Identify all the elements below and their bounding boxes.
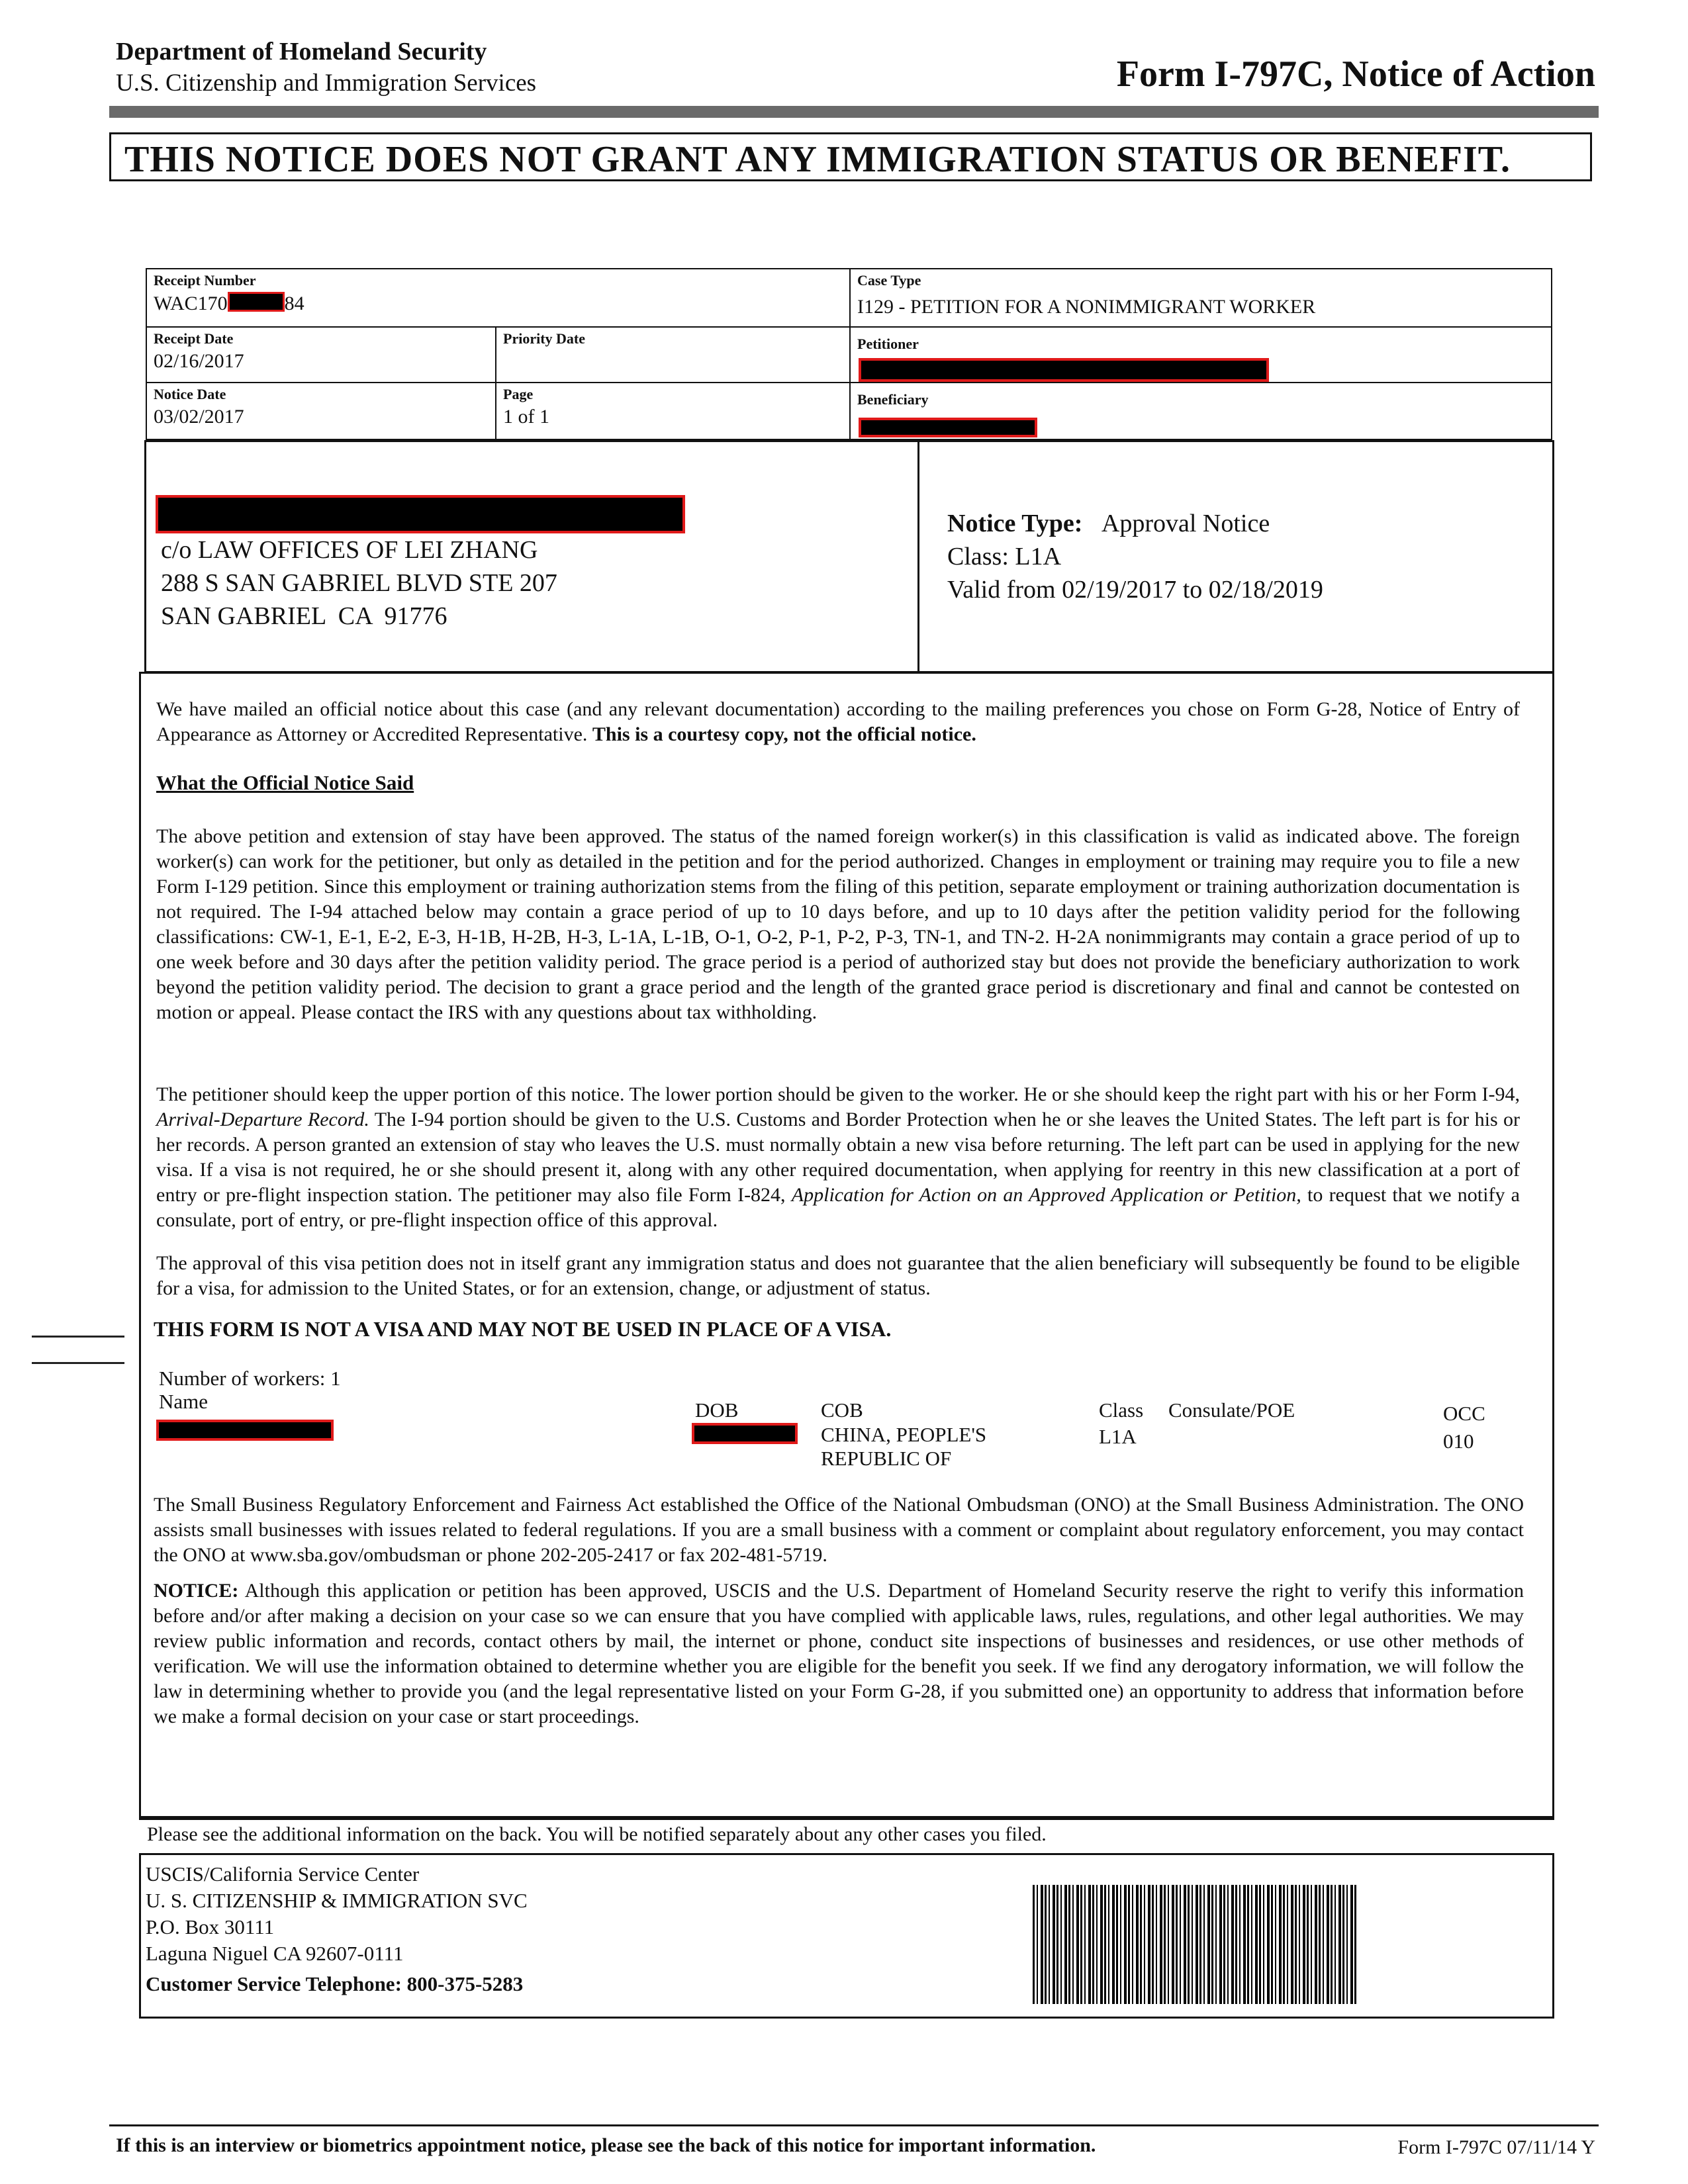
- mailing-address: [161, 533, 557, 633]
- additional-info-line: Please see the additional information on the back. You will be notified separately about any other cases you filed.: [147, 1823, 1047, 1845]
- receipt-date-value: 02/16/2017: [154, 350, 244, 372]
- case-type-cell: [849, 268, 1552, 328]
- address-notice-divider: [917, 442, 919, 671]
- agency-name: U.S. Citizenship and Immigration Services: [116, 69, 537, 97]
- petitioner-label: Petitioner: [857, 336, 919, 352]
- section-heading: What the Official Notice Said: [156, 771, 414, 794]
- cob-label: COB: [821, 1398, 863, 1422]
- notice-date-cell: [146, 382, 496, 440]
- appointment-note: If this is an interview or biometrics appointment notice, please see the back of this notice for important information.: [116, 2134, 1096, 2156]
- dob-redaction: [692, 1423, 798, 1444]
- page-label: Page: [503, 386, 534, 402]
- occ-label: OCC: [1443, 1402, 1485, 1425]
- receipt-number-label: Receipt Number: [154, 272, 256, 289]
- consulate-label: Consulate/POE: [1168, 1398, 1295, 1422]
- paragraph-instructions-part-b: The I-94 portion should be given to the U.S. Customs and Border Protection when he or she leaves the United States. The left part is for his or her records. A person granted an extension of stay who leaves the U.S. must normally obtain a new visa before returning. The left part can be used in applying for the new visa. If a visa is not required, he or she should present it, along with any other required documentation, when applying for reentry in this new classification at a port of entry or pre-flight inspection station. The petitioner may also file Form I-824,: [156, 1109, 1520, 1206]
- receipt-date-label: Receipt Date: [154, 330, 234, 347]
- notice-type-block: [947, 507, 1323, 606]
- customer-service-phone: Customer Service Telephone: 800-375-5283: [146, 1972, 524, 1995]
- address-line-1: c/o LAW OFFICES OF LEI ZHANG: [161, 536, 538, 564]
- visa-warning: THIS FORM IS NOT A VISA AND MAY NOT BE USED IN PLACE OF A VISA.: [154, 1317, 892, 1341]
- banner-text: THIS NOTICE DOES NOT GRANT ANY IMMIGRATION STATUS OR BENEFIT.: [124, 139, 1511, 180]
- form-version: Form I-797C 07/11/14 Y: [1397, 2136, 1595, 2158]
- verification-notice: [154, 1578, 1524, 1729]
- notice-type-label: Notice Type:: [947, 510, 1083, 537]
- case-info-grid: [146, 268, 1552, 440]
- department-name: Department of Homeland Security: [116, 38, 487, 66]
- notice-class: Class: L1A: [947, 543, 1062, 570]
- paragraph-no-status: The approval of this visa petition does not in itself grant any immigration status and does not guarantee that the alien beneficiary will subsequently be found to be eligible for a visa, for admission to the United States, or for an extension, change, or adjustment of status.: [156, 1252, 1520, 1299]
- intro-bold-text: This is a courtesy copy, not the official notice.: [592, 723, 976, 745]
- beneficiary-cell: [849, 382, 1552, 440]
- notice-label: NOTICE:: [154, 1580, 239, 1602]
- margin-mark-2: [32, 1362, 124, 1364]
- notice-type-value: Approval Notice: [1101, 510, 1270, 537]
- form-title: Form I-797C, Notice of Action: [1116, 54, 1595, 95]
- case-type-label: Case Type: [857, 272, 921, 289]
- form-i824-title-text: Application for Action on an Approved Application or Petition,: [791, 1184, 1301, 1206]
- name-label: Name: [159, 1390, 209, 1413]
- center-line-3: P.O. Box 30111: [146, 1915, 275, 1938]
- status-banner: [109, 132, 1592, 181]
- notice-text: Although this application or petition has been approved, USCIS and the U.S. Department of Homeland Security reserve the right to verify this information before and/or after making a decision on your case so we can ensure that you have complied with applicable laws, rules, regulations, and other legal authorities. We may review public information and records, contact others by mail, the internet or phone, conduct site inspections of businesses and residences, or use other methods of verification. We will use the information obtained to determine whether you are eligible for the benefit you seek. If we find any derogatory information, we will follow the law in determining whether to provide you (and the legal representative listed on your Form G-28, if you submitted one) an opportunity to address that information before we make a formal decision on your case or start proceedings.: [154, 1580, 1524, 1727]
- receipt-number-suffix: 84: [284, 293, 305, 314]
- margin-mark-1: [32, 1336, 124, 1338]
- paragraph-instructions: [156, 1082, 1520, 1233]
- petitioner-cell: [849, 326, 1552, 383]
- page-value: 1 of 1: [503, 406, 549, 428]
- arrival-departure-record-text: Arrival-Departure Record.: [156, 1109, 369, 1130]
- address-line-2: 288 S SAN GABRIEL BLVD STE 207: [161, 569, 557, 597]
- addressee-redaction: [156, 495, 685, 533]
- header-rule: [109, 106, 1599, 118]
- notice-date-value: 03/02/2017: [154, 406, 244, 428]
- priority-date-cell: [495, 326, 851, 383]
- center-line-4: Laguna Niguel CA 92607-0111: [146, 1942, 404, 1965]
- barcode: [1033, 1885, 1357, 2004]
- beneficiary-redaction: [859, 418, 1037, 437]
- receipt-number-prefix: WAC170: [154, 293, 228, 314]
- notice-validity: Valid from 02/19/2017 to 02/18/2019: [947, 576, 1323, 604]
- ombudsman-paragraph: The Small Business Regulatory Enforcement and Fairness Act established the Office of the National Ombudsman (ONO) at the Small Business Administration. The ONO assists small businesses with issues related to federal regulations. If you are a small business with a comment or complaint about regulatory enforcement, you may contact the ONO at www.sba.gov/ombudsman or phone 202-205-2417 or fax 202-481-5719.: [154, 1494, 1524, 1566]
- cob-line-1: CHINA, PEOPLE'S: [821, 1423, 987, 1446]
- worker-name-redaction: [156, 1420, 334, 1441]
- receipt-redaction: [228, 292, 285, 312]
- paragraph-instructions-part-c: to request that we notify a consulate, port of entry, or pre-flight inspection office of this approval.: [156, 1184, 1520, 1231]
- page-cell: [495, 382, 851, 440]
- worker-count: Number of workers: 1: [159, 1367, 341, 1390]
- intro-paragraph: [156, 697, 1520, 747]
- notice-type-line: [947, 507, 1323, 540]
- service-center-address: [146, 1861, 528, 1997]
- intro-text: We have mailed an official notice about this case (and any relevant documentation) according to the mailing preferences you chose on Form G-28, Notice of Entry of Appearance as Attorney or Accredited Representative.: [156, 698, 1520, 745]
- receipt-number-cell: [146, 268, 851, 328]
- dob-label: DOB: [695, 1398, 739, 1422]
- footer-rule: [139, 1818, 1554, 1820]
- receipt-date-cell: [146, 326, 496, 383]
- class-value: L1A: [1099, 1425, 1137, 1448]
- priority-date-label: Priority Date: [503, 330, 585, 347]
- bottom-rule: [109, 2124, 1599, 2126]
- center-line-1: USCIS/California Service Center: [146, 1862, 420, 1886]
- paragraph-instructions-part-a: The petitioner should keep the upper portion of this notice. The lower portion should be given to the worker. He or she should keep the right part with his or her Form I-94,: [156, 1083, 1520, 1105]
- occ-value: 010: [1443, 1430, 1474, 1453]
- beneficiary-label: Beneficiary: [857, 391, 929, 408]
- cob-value: [821, 1423, 986, 1471]
- cob-line-2: REPUBLIC OF: [821, 1447, 952, 1470]
- address-notice-box: [144, 440, 1554, 673]
- class-label: Class: [1099, 1398, 1144, 1422]
- paragraph-approval: The above petition and extension of stay have been approved. The status of the named foreign worker(s) in this classification is valid as indicated above. The foreign worker(s) can work for the petitioner, but only as detailed in the petition and for the period authorized. Changes in employment or training may require you to file a new Form I-129 petition. Since this employment or training authorization stems from the filing of this petition, separate employment or training authorization documentation is not required. The I-94 attached below may contain a grace period of up to 10 days before, and up to 10 days after the petition validity period for the following classifications: CW-1, E-1, E-2, E-3, H-1B, H-2B, H-3, L-1A, L-1B, O-1, O-2, P-1, P-2, P-3, TN-1, and TN-2. H-2A nonimmigrants may contain a grace period of up to one week before and 30 days after the petition validity period. The grace period is a period of authorized stay but does not provide the beneficiary authorization to work beyond the petition validity period. The decision to grant a grace period and the length of the granted grace period is discretionary and final and cannot be contested on motion or appeal. Please contact the IRS with any questions about tax withholding.: [156, 825, 1520, 1023]
- petitioner-redaction: [859, 358, 1269, 382]
- address-line-3: SAN GABRIEL CA 91776: [161, 602, 447, 630]
- center-line-2: U. S. CITIZENSHIP & IMMIGRATION SVC: [146, 1889, 528, 1912]
- notice-date-label: Notice Date: [154, 386, 226, 402]
- receipt-number-value: [154, 292, 305, 315]
- case-type-value: I129 - PETITION FOR A NONIMMIGRANT WORKER: [857, 296, 1316, 318]
